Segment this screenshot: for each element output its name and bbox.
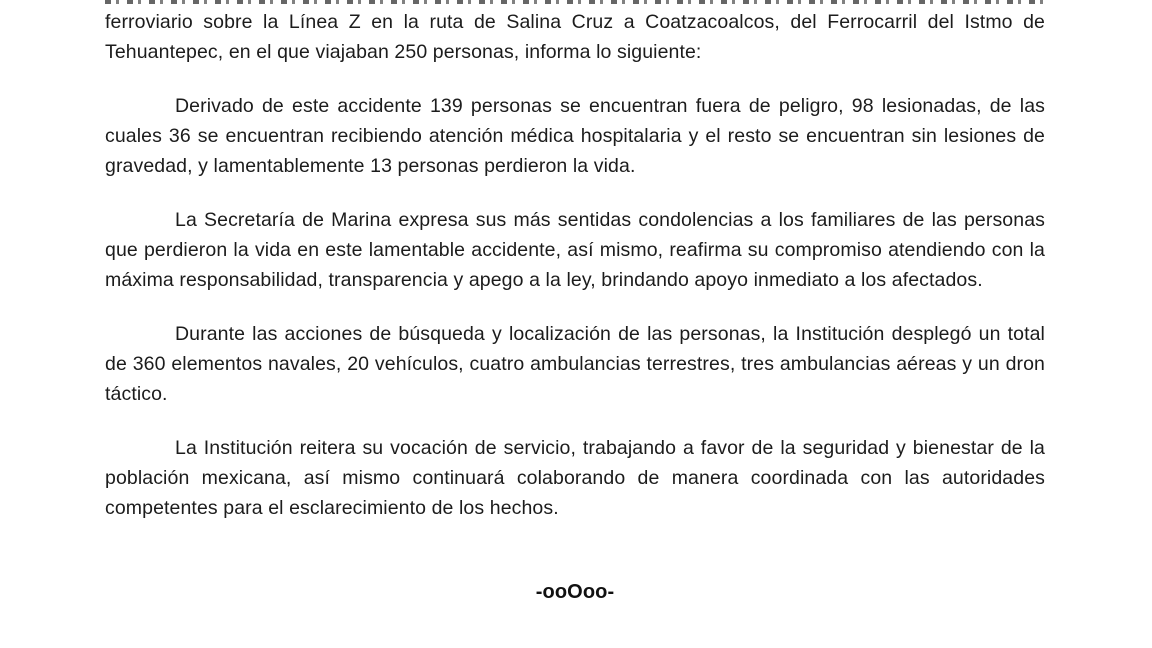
clipped-line-fragment xyxy=(105,0,1047,4)
document-body xyxy=(105,7,1045,607)
paragraph-deployment: Durante las acciones de búsqueda y localización de las personas, la Institución desplegó un total de 360 elementos navales, 20 vehículos, cuatro ambulancias terrestres, tres ambulancias aéreas y un dron táctico. xyxy=(105,323,1045,405)
paragraph-casualty-report: Derivado de este accidente 139 personas se encuentran fuera de peligro, 98 lesionadas, de las cuales 36 se encuentran recibiendo atención médica hospitalaria y el resto se encuentran sin lesiones de gravedad, y lamentablemente 13 personas perdieron la vida. xyxy=(105,95,1045,177)
closing-mark: -ooOoo- xyxy=(535,581,615,603)
paragraph-commitment: La Institución reitera su vocación de servicio, trabajando a favor de la seguridad y bienestar de la población mexicana, así mismo continuará colaborando de manera coordinada con las autoridades competentes para el esclarecimiento de los hechos. xyxy=(105,437,1045,519)
paragraph-intro-continuation: ferroviario sobre la Línea Z en la ruta de Salina Cruz a Coatzacoalcos, del Ferrocarril del Istmo de Tehuantepec, en el que viajaban 250 personas, informa lo siguiente: xyxy=(105,11,1045,63)
paragraph-condolences: La Secretaría de Marina expresa sus más sentidas condolencias a los familiares de las personas que perdieron la vida en este lamentable accidente, así mismo, reafirma su compromiso atendiendo con la máxima responsabilidad, transparencia y apego a la ley, brindando apoyo inmediato a los afectados. xyxy=(105,209,1045,291)
